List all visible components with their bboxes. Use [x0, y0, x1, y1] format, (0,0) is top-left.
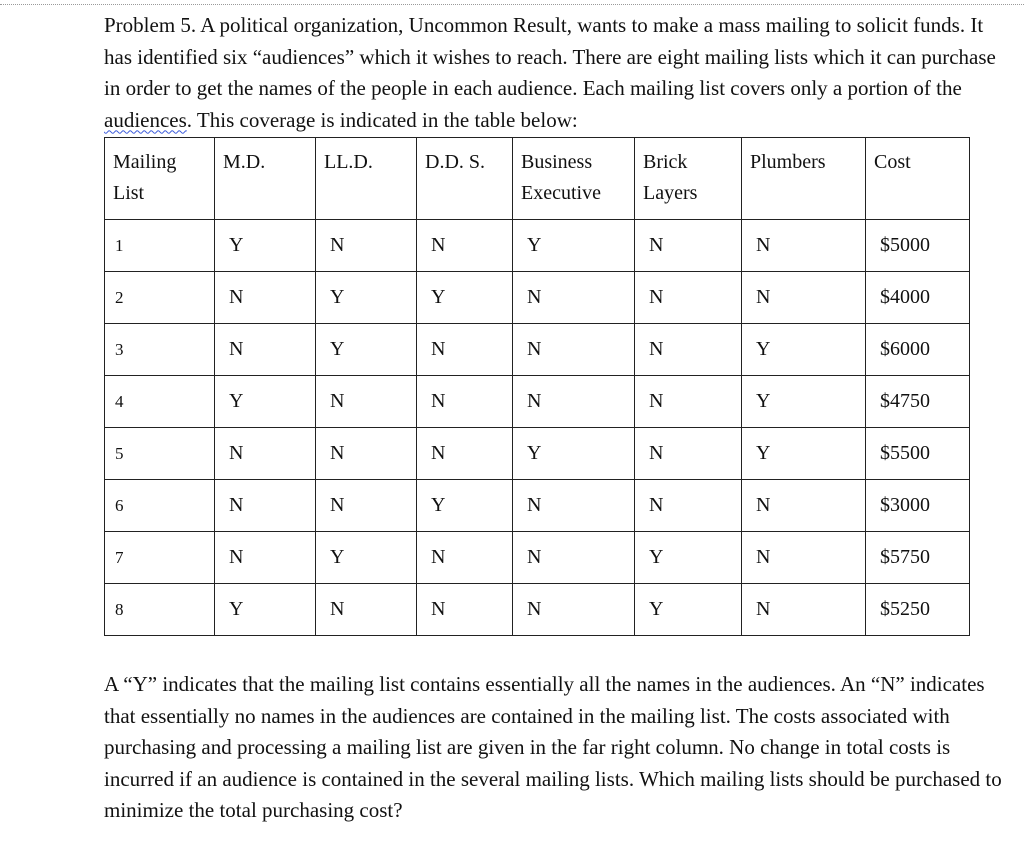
cell-lld: Y	[316, 532, 417, 584]
cell-brick-layers: N	[635, 376, 742, 428]
header-cost	[866, 138, 970, 220]
cell-plumbers: N	[742, 272, 866, 324]
intro-text-start: Problem 5. A political organization, Uncommon Result, wants to make a mass mailing to solicit funds. It has identified six “audiences” which it wishes to reach. There are eight mailing lists which it can purchase in order to get the names of the people in each audience. Each mailing list covers only a portion of the	[104, 13, 996, 100]
cell-lld: N	[316, 220, 417, 272]
cell-plumbers: N	[742, 220, 866, 272]
header-line: List	[113, 182, 145, 204]
header-line: Layers	[643, 182, 698, 204]
cell-brick-layers: N	[635, 324, 742, 376]
cell-business-executive: N	[513, 324, 635, 376]
cell-business-executive: Y	[513, 428, 635, 480]
cell-list-number: 2	[105, 272, 215, 324]
cell-business-executive: N	[513, 584, 635, 636]
cell-dds: N	[417, 532, 513, 584]
header-business-executive	[513, 138, 635, 220]
cell-md: Y	[215, 220, 316, 272]
table-row	[105, 324, 970, 376]
cell-brick-layers: N	[635, 272, 742, 324]
table-row	[105, 376, 970, 428]
header-line: Business	[521, 151, 593, 173]
cell-md: Y	[215, 376, 316, 428]
cell-list-number: 5	[105, 428, 215, 480]
cell-brick-layers: Y	[635, 532, 742, 584]
problem-intro-paragraph	[104, 10, 1004, 136]
header-line: Mailing	[113, 151, 177, 173]
cell-cost: $3000	[866, 480, 970, 532]
cell-dds: Y	[417, 272, 513, 324]
cell-dds: Y	[417, 480, 513, 532]
cell-lld: N	[316, 428, 417, 480]
cell-list-number: 6	[105, 480, 215, 532]
header-mailing-list	[105, 138, 215, 220]
header-line: LL.D.	[324, 151, 373, 173]
header-lld	[316, 138, 417, 220]
cell-dds: N	[417, 324, 513, 376]
header-line: M.D.	[223, 151, 266, 173]
cell-lld: N	[316, 480, 417, 532]
cell-lld: Y	[316, 272, 417, 324]
table-row	[105, 272, 970, 324]
cell-dds: N	[417, 428, 513, 480]
table-row	[105, 584, 970, 636]
cell-md: Y	[215, 584, 316, 636]
cell-md: N	[215, 272, 316, 324]
table-row	[105, 532, 970, 584]
cell-cost: $5500	[866, 428, 970, 480]
header-line: Executive	[521, 182, 601, 204]
cell-plumbers: N	[742, 532, 866, 584]
cell-dds: N	[417, 584, 513, 636]
cell-cost: $5750	[866, 532, 970, 584]
cell-business-executive: N	[513, 480, 635, 532]
cell-business-executive: N	[513, 532, 635, 584]
table-header-row	[105, 138, 970, 220]
header-dds	[417, 138, 513, 220]
intro-text-end: . This coverage is indicated in the table below:	[186, 107, 578, 132]
cell-plumbers: Y	[742, 428, 866, 480]
cell-dds: N	[417, 376, 513, 428]
cell-md: N	[215, 532, 316, 584]
table-row	[105, 480, 970, 532]
mailing-list-coverage-table	[104, 137, 970, 636]
cell-md: N	[215, 324, 316, 376]
cell-brick-layers: Y	[635, 584, 742, 636]
cell-list-number: 4	[105, 376, 215, 428]
cell-brick-layers: N	[635, 428, 742, 480]
header-brick-layers	[635, 138, 742, 220]
cell-cost: $4000	[866, 272, 970, 324]
cell-list-number: 3	[105, 324, 215, 376]
cell-lld: N	[316, 376, 417, 428]
header-md	[215, 138, 316, 220]
spellcheck-marked-word: audiences	[104, 107, 187, 132]
header-plumbers	[742, 138, 866, 220]
cell-business-executive: Y	[513, 220, 635, 272]
cell-cost: $5000	[866, 220, 970, 272]
cell-list-number: 1	[105, 220, 215, 272]
header-line: Cost	[874, 151, 911, 173]
table-row	[105, 428, 970, 480]
cell-cost: $6000	[866, 324, 970, 376]
cell-plumbers: Y	[742, 376, 866, 428]
cell-md: N	[215, 480, 316, 532]
cell-lld: Y	[316, 324, 417, 376]
header-line: Plumbers	[750, 151, 826, 173]
cell-list-number: 8	[105, 584, 215, 636]
problem-explanation-paragraph: A “Y” indicates that the mailing list contains essentially all the names in the audiences. An “N” indicates that essentially no names in the audiences are contained in the mailing list. The costs associated with purchasing and processing a mailing list are given in the far right column. No change in total costs is incurred if an audience is contained in the several mailing lists. Which mailing lists should be purchased to minimize the total purchasing cost?	[104, 672, 1002, 822]
cell-cost: $4750	[866, 376, 970, 428]
cell-lld: N	[316, 584, 417, 636]
table-row	[105, 220, 970, 272]
header-line: Brick	[643, 151, 688, 173]
cell-brick-layers: N	[635, 480, 742, 532]
page-top-divider	[0, 4, 1024, 5]
cell-list-number: 7	[105, 532, 215, 584]
cell-md: N	[215, 428, 316, 480]
cell-plumbers: N	[742, 584, 866, 636]
cell-plumbers: Y	[742, 324, 866, 376]
cell-plumbers: N	[742, 480, 866, 532]
header-line: D.D. S.	[425, 151, 486, 173]
cell-cost: $5250	[866, 584, 970, 636]
cell-dds: N	[417, 220, 513, 272]
cell-brick-layers: N	[635, 220, 742, 272]
cell-business-executive: N	[513, 272, 635, 324]
cell-business-executive: N	[513, 376, 635, 428]
